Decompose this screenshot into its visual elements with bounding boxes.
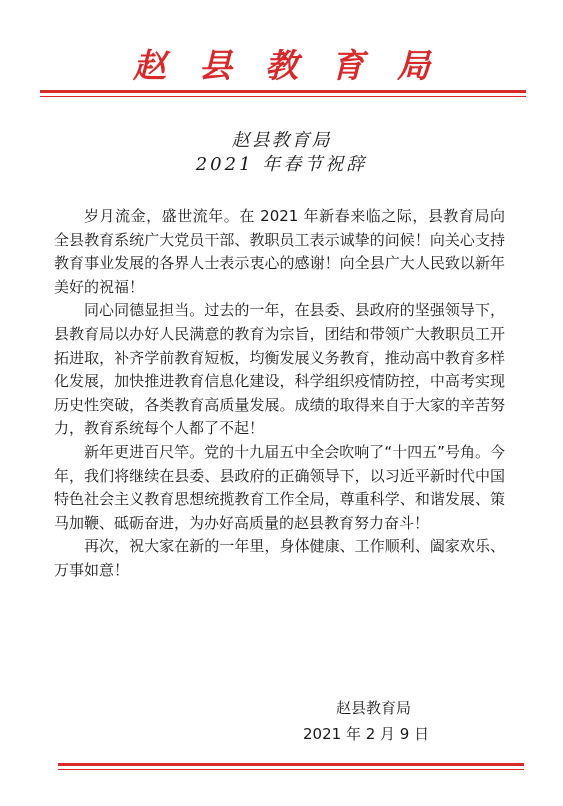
paragraph-1: 岁月流金，盛世流年。在 2021 年新春来临之际，县教育局向全县教育系统广大党员干部、教职员工表示诚挚的问候！向关心支持教育事业发展的各界人士表示衷心的感谢！向全县广大人民致以新年美好的祝福！	[54, 207, 505, 296]
signature-date: 2021 年 2 月 9 日	[303, 725, 430, 743]
paragraph-2: 同心同德显担当。过去的一年，在县委、县政府的坚强领导下，县教育局以办好人民满意的教育为宗旨，团结和带领广大教职员工开拓进取，补齐学前教育短板，均衡发展义务教育，推动高中教育多样化发展，加快推进教育信息化建设，科学组织疫情防控，中高考实现历史性突破，各类教育高质量发展。成绩的取得来自于大家的辛苦努力，教育系统每个人都了不起！	[54, 301, 505, 438]
paragraph-3: 新年更进百尺竿。党的十九届五中全会吹响了“十四五”号角。今年，我们将继续在县委、县政府的正确领导下，以习近平新时代中国特色社会主义教育思想统揽教育工作全局，尊重科学、和谐发展、策马加鞭、砥砺奋进，为办好高质量的赵县教育努力奋斗！	[54, 442, 505, 532]
paragraph-4: 再次，祝大家在新的一年里，身体健康、工作顺利、阖家欢乐、万事如意！	[54, 537, 505, 579]
footer-rule-thin	[58, 769, 524, 770]
masthead-title: 赵县教育局	[133, 46, 463, 85]
footer-rule-thick	[58, 763, 524, 766]
signature-org: 赵县教育局	[336, 699, 412, 717]
masthead-rule-thick	[40, 90, 526, 93]
letter-org-heading: 赵县教育局	[231, 130, 332, 151]
letter-body	[54, 205, 505, 583]
letter-title: 2021 年春节祝辞	[195, 154, 368, 175]
masthead-rule-thin	[40, 96, 526, 97]
